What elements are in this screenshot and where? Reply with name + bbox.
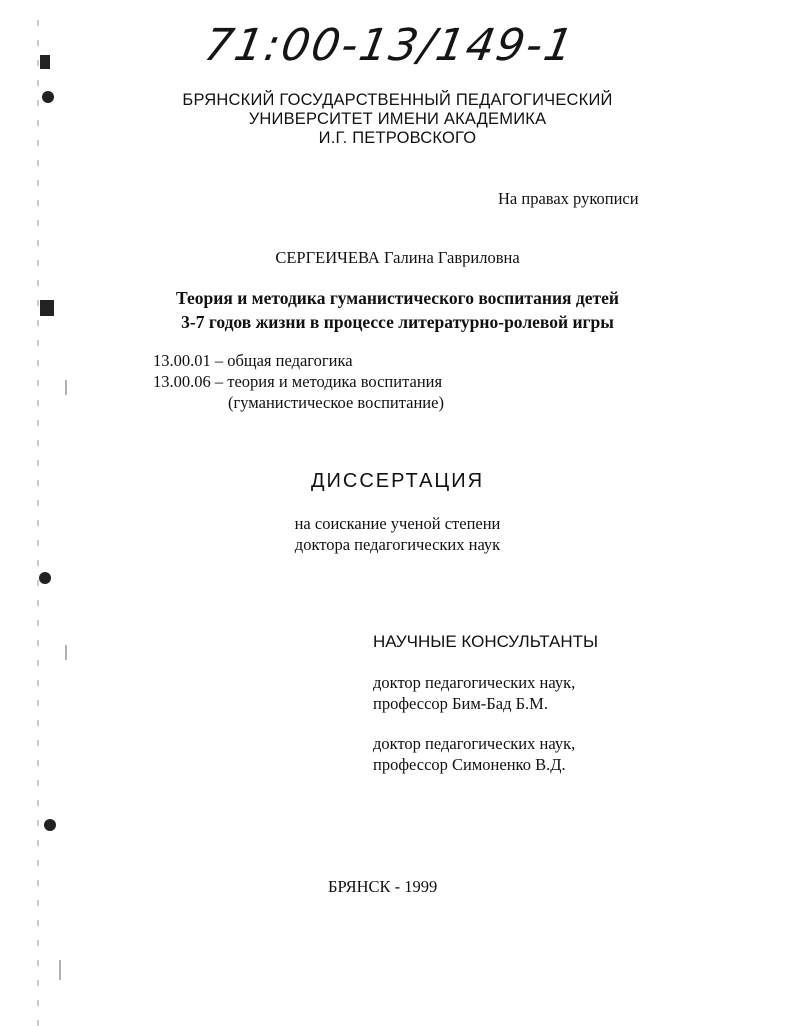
specialty-line-1: 13.00.01 – общая педагогика — [153, 351, 353, 370]
institution-line-3: И.Г. ПЕТРОВСКОГО — [318, 129, 477, 147]
degree-line-1: на соискание ученой степени — [294, 514, 501, 533]
place-and-year: БРЯНСК - 1999 — [328, 877, 438, 896]
consultant-2-degree: доктор педагогических наук, — [373, 734, 576, 753]
consultant-1-name: профессор Бим-Бад Б.М. — [373, 694, 548, 713]
specialty-line-2: 13.00.06 – теория и методика воспитания — [153, 372, 443, 391]
specialty-line-3: (гуманистическое воспитание) — [228, 393, 444, 412]
institution-line-2: УНИВЕРСИТЕТ ИМЕНИ АКАДЕМИКА — [248, 110, 547, 128]
author-name: СЕРГЕИЧЕВА Галина Гавриловна — [275, 248, 520, 267]
institution-line-1: БРЯНСКИЙ ГОСУДАРСТВЕННЫЙ ПЕДАГОГИЧЕСКИЙ — [182, 91, 613, 109]
consultants-heading: НАУЧНЫЕ КОНСУЛЬТАНТЫ — [373, 632, 599, 651]
handwritten-archive-number: 71:00-13/149-1 — [200, 20, 579, 71]
degree-line-2: доктора педагогических наук — [294, 535, 501, 554]
dissertation-title-line-1: Теория и методика гуманистического воспитания детей — [176, 288, 619, 308]
rights-note: На правах рукописи — [498, 189, 639, 208]
dissertation-title-line-2: 3-7 годов жизни в процессе литературно-ролевой игры — [181, 312, 614, 332]
scan-margin-marks — [0, 0, 80, 1026]
document-type-heading: ДИССЕРТАЦИЯ — [310, 470, 485, 492]
consultant-1-degree: доктор педагогических наук, — [373, 673, 576, 692]
consultant-2-name: профессор Симоненко В.Д. — [373, 755, 566, 774]
